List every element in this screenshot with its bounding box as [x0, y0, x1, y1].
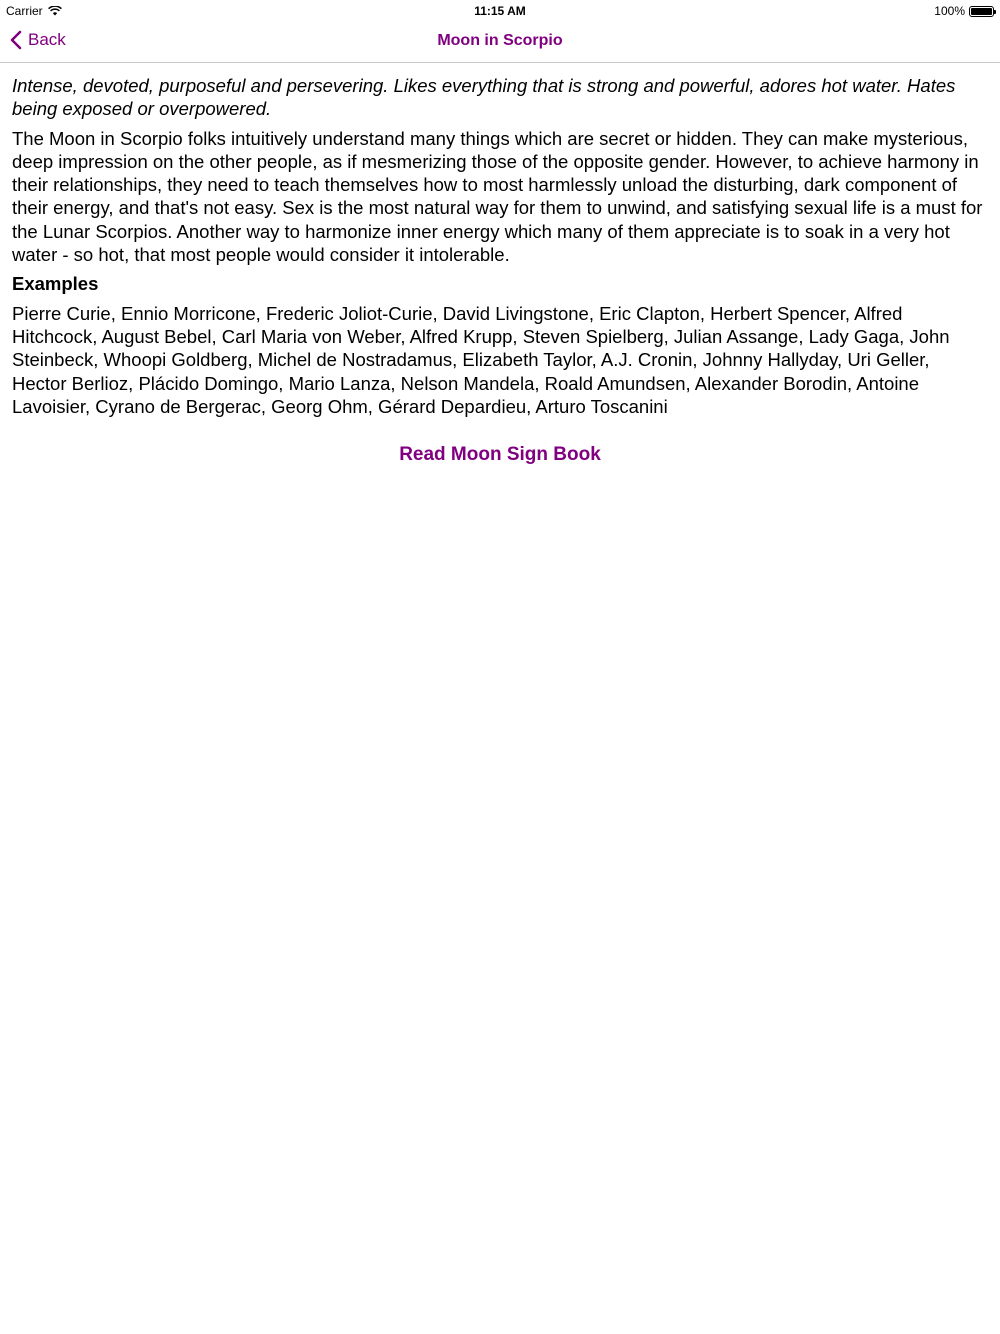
carrier-label: Carrier — [6, 4, 43, 18]
description: The Moon in Scorpio folks intuitively understand many things which are secret or hidden. They can make mysterious, deep impression on the other people, as if mesmerizing those of the opposite gender. However, to achieve harmony in their relationships, they need to teach themselves how to most harmlessly unload the disturbing, dark component of their energy, and that's not easy. Sex is the most natural way for them to unwind, and satisfying sexual life is a must for the Lunar Scorpios. Another way to harmonize inner energy which many of them appreciate is to soak in a very hot water - so hot, that most people would consider it intolerable. — [12, 127, 983, 266]
battery-indicator — [934, 4, 994, 18]
navigation-bar — [0, 22, 1000, 63]
back-label: Back — [28, 30, 66, 49]
battery-percent: 100% — [934, 4, 965, 18]
battery-icon — [969, 6, 994, 17]
status-bar — [0, 0, 1000, 22]
examples-heading: Examples — [12, 273, 99, 295]
page-title: Moon in Scorpio — [437, 32, 563, 49]
tagline: Intense, devoted, purposeful and persevering. Likes everything that is strong and powerful, adores hot water. Hates being exposed or overpowered. — [12, 75, 956, 120]
battery-fill — [971, 8, 992, 15]
examples-list: Pierre Curie, Ennio Morricone, Frederic Joliot-Curie, David Livingstone, Eric Clapton, Herbert Spencer, Alfred Hitchcock, August Bebel, Carl Maria von Weber, Alfred Krupp, Steven Spielberg, Julian Assange, Lady Gaga, John Steinbeck, Whoopi Goldberg, Michel de Nostradamus, Elizabeth Taylor, A.J. Cronin, Johnny Hallyday, Uri Geller, Hector Berlioz, Plácido Domingo, Mario Lanza, Nelson Mandela, Roald Amundsen, Alexander Borodin, Antoine Lavoisier, Cyrano de Bergerac, Georg Ohm, Gérard Depardieu, Arturo Toscanini — [12, 302, 950, 417]
read-moon-sign-book-button[interactable]: Read Moon Sign Book — [399, 444, 601, 465]
content-area — [12, 74, 988, 418]
status-time: 11:15 AM — [474, 4, 526, 18]
